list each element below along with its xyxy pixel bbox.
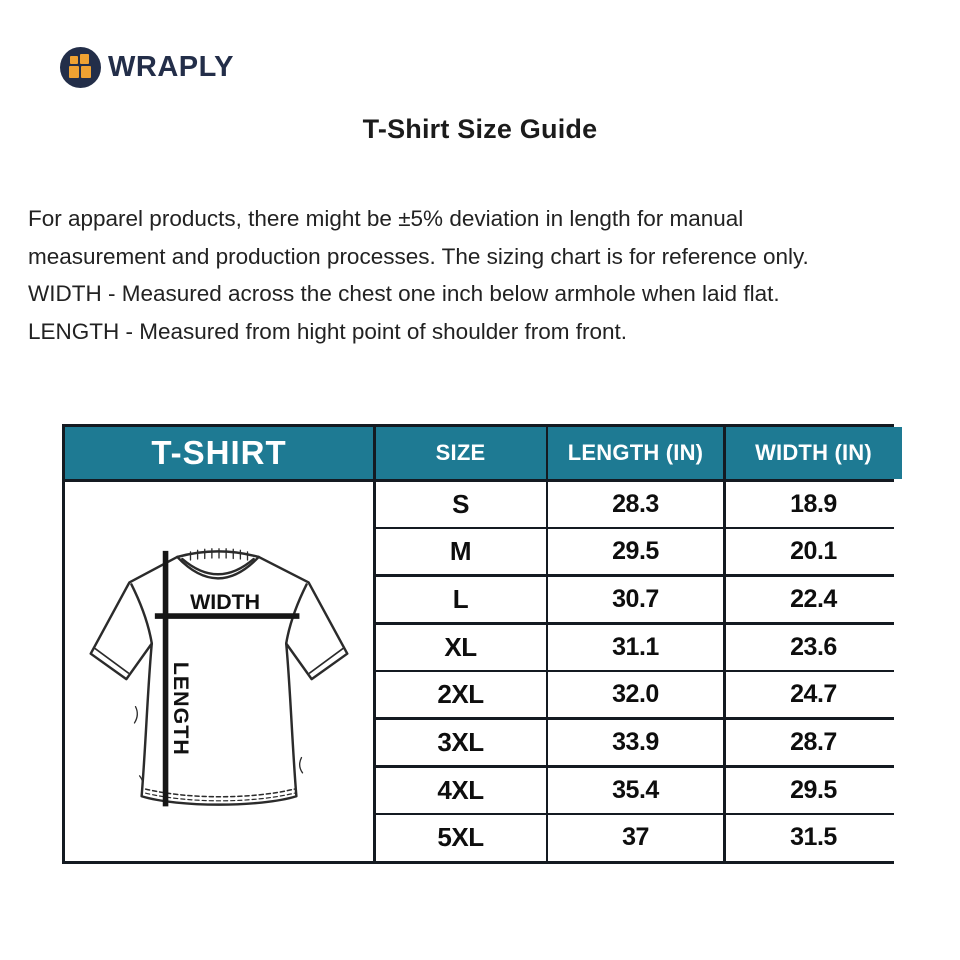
length-value: 28.3 xyxy=(548,482,723,527)
length-value: 29.5 xyxy=(548,529,723,574)
size-value: 2XL xyxy=(376,672,546,717)
length-value: 31.1 xyxy=(548,625,723,670)
table-product-header: T-SHIRT xyxy=(65,427,373,479)
column-header-size: SIZE xyxy=(376,427,546,479)
length-value: 35.4 xyxy=(548,768,723,813)
length-label: LENGTH xyxy=(169,661,194,756)
page-title: T-Shirt Size Guide xyxy=(362,114,598,144)
width-value: 23.6 xyxy=(726,625,902,670)
length-definition: LENGTH - Measured from hight point of shoulder from front. xyxy=(28,318,627,344)
tshirt-illustration xyxy=(76,503,362,839)
width-value: 28.7 xyxy=(726,720,902,765)
width-label: WIDTH xyxy=(190,589,261,614)
width-value: 22.4 xyxy=(726,577,902,622)
size-table xyxy=(62,424,894,864)
size-value: XL xyxy=(376,625,546,670)
length-value: 30.7 xyxy=(548,577,723,622)
column-header-length: LENGTH (IN) xyxy=(548,427,723,479)
size-value: M xyxy=(376,529,546,574)
width-value: 31.5 xyxy=(726,815,902,860)
width-value: 18.9 xyxy=(726,482,902,527)
deviation-note: For apparel products, there might be ±5% deviation in length for manual measurement and production processes. The sizing chart is for reference only. xyxy=(28,206,809,269)
width-value: 29.5 xyxy=(726,768,902,813)
length-value: 33.9 xyxy=(548,720,723,765)
packages-icon xyxy=(60,47,101,88)
width-definition: WIDTH - Measured across the chest one inch below armhole when laid flat. xyxy=(28,281,780,306)
column-header-width: WIDTH (IN) xyxy=(726,427,902,479)
brand-name: WRAPLY xyxy=(108,51,234,83)
width-value: 20.1 xyxy=(726,529,902,574)
width-value: 24.7 xyxy=(726,672,902,717)
size-value: 4XL xyxy=(376,768,546,813)
size-guide-description xyxy=(28,200,880,350)
size-value: 5XL xyxy=(376,815,546,860)
length-value: 32.0 xyxy=(548,672,723,717)
size-value: S xyxy=(376,482,546,527)
length-value: 37 xyxy=(548,815,723,860)
brand-logo xyxy=(60,47,234,88)
size-value: 3XL xyxy=(376,720,546,765)
size-value: L xyxy=(376,577,546,622)
tshirt-measurement-diagram xyxy=(65,482,373,861)
